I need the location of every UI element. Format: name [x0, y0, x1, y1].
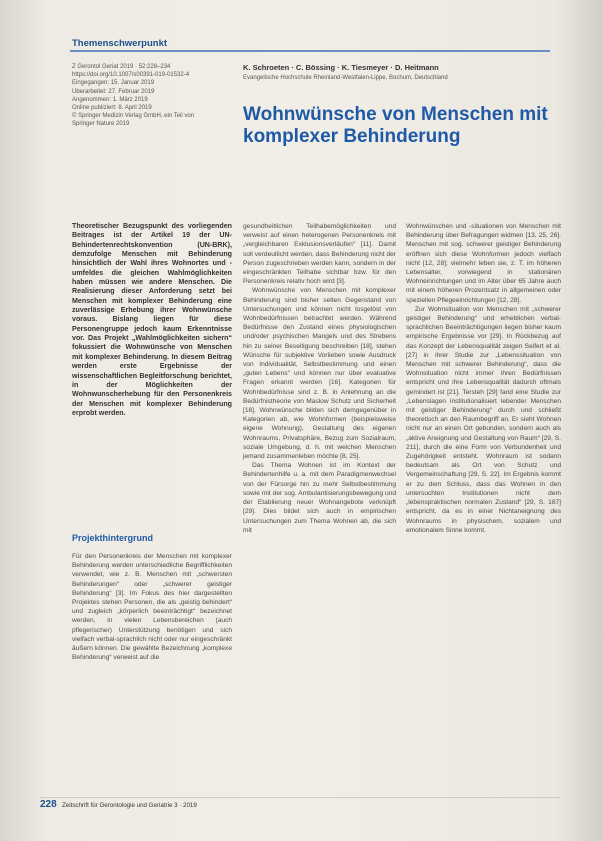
paragraph: gesundheitlichen Teilhabemöglichkeiten und verweist auf einen heterogenen Personenkreis mit „vergleichbaren Exklusionsverläufen“ [11]. Damit soll verdeutlicht werden, dass Behinderung nicht der Person zugeschrieben werden kann, sondern in der eingeschränkten Teilhabe sichtbar bzw. für den Personenkreis relativ hoch wird [3].: [243, 223, 396, 286]
section-heading: Projekthintergrund: [72, 533, 154, 543]
meta-line: Springer Nature 2019: [72, 121, 130, 128]
article-metadata: [72, 63, 232, 129]
paragraph: Wohnwünsche von Menschen mit komplexer Behinderung sind bisher selten Gegenstand von Untersuchungen und können nicht losgelöst von Wohnbedürfnissen betrachtet werden. Während Bedürfnisse den Zustand eines physiologischen und/oder psychischen Mangels und des Strebens hin zu seiner Beseitigung beschreiben [18], stehen Wünsche für subjektive Vorlieben sowie Ausdruck von Individualität, Selbstbestimmung und einen „guten Lebens“ und können nur über evaluative Fragen erkannt werden [16]. Kategorien für Wohnbedürfnisse sind z. B. in Anlehnung an die Bedürfnistheorie von Maslow Schutz und Sicherheit [18]. Wohnwünsche bilden sich demgegenüber in Kategorien ab, wie Wohnformen (beispielsweise eigene Wohnung), Gestaltung des eigenen Wohnraums, Privatsphäre, Bezug zum Sozialraum, soziale Umgebung, d. h. mit welchen Menschen jemand zusammenleben möchte [8, 25].: [243, 287, 396, 461]
body-column-1: [72, 552, 232, 662]
meta-line: https://doi.org/10.1007/s00391-019-01532-4: [72, 72, 190, 79]
meta-line: Angenommen: 1. März 2019: [72, 96, 148, 103]
meta-line: Überarbeitet: 27. Februar 2019: [72, 88, 155, 95]
meta-line: Eingegangen: 15. Januar 2019: [72, 80, 155, 87]
paragraph: Zur Wohnsituation von Menschen mit „schwerer geistiger Behinderung“ und erheblichen verbal-sprachlichen Beeinträchtigungen liegen bisher kaum empirische Ergebnisse vor [29]. In Rückbezug auf das Konzept der Lebensqualität zeigen Seifert et al. [27] in ihrer Studie zur „Lebenssituation von Menschen mit schwerer Behinderung“, dass die Wohnsituation nicht immer ihren Bedürfnissen entspricht und ihre Lebensqualität dadurch oftmals gemindert ist [21]. Tersteh [29] fand eine Studie zur „Lebenslagen institutionalisiert lebender Menschen mit geistiger Behinderung“ durch und schließt theoretisch an den Raumbegriff an. Er sieht Wohnen nicht nur an einen Ort gebunden, sondern auch als „aktive Aneignung und Gestaltung von Raum“ [29, S. 211], durch die eine Form von Verbundenheit und Zugehörigkeit entsteht. Wohnraum ist sodann bedeutsam als Ort von Schutz und Vergemeinschaftung [29, S. 22]. Im Ergebnis kommt er zu dem Schluss, dass das Wohnen in den untersuchten Institutionen nicht dem „lebenspraktischen normalen Zustand“ [29, S. 187] entspricht, da es in einer Nichtaneignung des Wohnraums in physischem, sozialem und emotionalem Sinne kommt.: [406, 305, 561, 534]
top-rule: [70, 50, 550, 52]
article-title: Wohnwünsche von Menschen mit komplexer Behinderung: [243, 104, 548, 147]
meta-line: © Springer Medizin Verlag GmbH, ein Teil von: [72, 113, 195, 120]
paragraph: Das Thema Wohnen ist im Kontext der Behindertenhilfe u. a. mit dem Paradigmenwechsel von der Fürsorge hin zu mehr Selbstbestimmung sowie mit der sog. Ambulantisierungsbewegung und der Etablierung neuer Wohnangebote verknüpft [29]. Dies bildet sich auch in empirischen Untersuchungen zum Thema Wohnen ab, die sich mit: [243, 462, 396, 534]
paragraph: Für den Personenkreis der Menschen mit komplexer Behinderung werden unterschiedliche Begrifflichkeiten verwendet, wie z. B. Menschen mit „schwersten Behinderungen“ oder „schwerer geistiger Behinderung“ [3]. Im Fokus des hier dargestellten Projektes stehen Personen, die als „geistig behindert“ und zugleich „körperlich beeinträchtigt“ bezeichnet werden, in vielen Lebensbereichen (auch pflegerischer) Unterstützung benötigen und sich vielfach verbal-sprachlich nicht oder nur eingeschränkt äußern können. Die gewählte Bezeichnung „komplexe Behinderung“ verweist auf die: [72, 553, 232, 662]
body-column-2: [243, 222, 396, 535]
body-column-3: [406, 222, 561, 535]
footer-rule: [40, 797, 560, 798]
meta-line: Z Gerontol Geriat 2019 · 52:228–234: [72, 64, 171, 70]
paragraph: Wohnwünschen und -situationen von Menschen mit Behinderung über Befragungen widmen [13, 25, 26]. Menschen mit sog. schwerer geistiger Behinderung eröffnen sich diese Wohnformen jedoch vielfach nicht [12, 28]; vielmehr leben sie, z. T. im höheren Lebensalter, vorwiegend in stationären Wohneinrichtungen und im Alter über 65 Jahre auch mit einem höheren Prozentsatz in allgemeinen oder speziellen Pflegeeinrichtungen [12, 28].: [406, 223, 561, 304]
affiliation: Evangelische Hochschule Rheinland-Westfalen-Lippe, Bochum, Deutschland: [243, 75, 448, 81]
journal-name: Zeitschrift für Gerontologie und Geriatrie 3 · 2019: [62, 802, 197, 809]
section-label: Themenschwerpunkt: [72, 38, 168, 49]
abstract: Theoretischer Bezugspunkt des vorliegenden Beitrages ist der Artikel 19 der UN-Behindertenrechtskonvention (UN-BRK), demzufolge Menschen mit Behinderung hinsichtlich der Wahl ihres Wohnortes und -umfeldes die gleichen Wahlmöglichkeiten haben müssen wie andere Menschen. Die Realisierung dieser Anforderung setzt bei Menschen mit komplexer Behinderung eine zuverlässige Erhebung ihrer Wohnwünsche voraus. Bislang liegen für diese Personengruppe jedoch kaum Erkenntnisse vor. Das Projekt „Wahlmöglichkeiten sichern“ fokussiert die Wohnwünsche von Menschen mit komplexer Behinderung. In diesem Beitrag werden erste Ergebnisse der wissenschaftlichen Begleitforschung berichtet, in der Möglichkeiten der Wohnwunscherhebung für den Personenkreis der Menschen mit komplexer Behinderung erprobt werden.: [72, 222, 232, 417]
meta-line: Online publiziert: 8. April 2019: [72, 105, 152, 112]
authors: K. Schroeten · C. Bössing · K. Tiesmeyer · D. Heitmann: [243, 63, 439, 72]
page-number: 228: [40, 799, 57, 810]
